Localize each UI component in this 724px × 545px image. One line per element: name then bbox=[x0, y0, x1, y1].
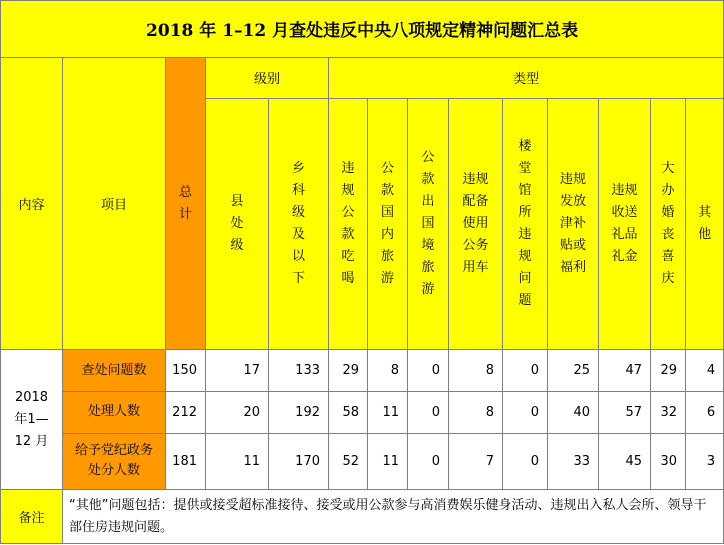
header-type-dining: 违规公款吃喝 bbox=[329, 99, 368, 350]
cell: 17 bbox=[206, 350, 269, 392]
cell: 29 bbox=[329, 350, 368, 392]
cell: 150 bbox=[166, 350, 206, 392]
cell: 11 bbox=[368, 433, 408, 490]
row-label: 给予党纪政务处分人数 bbox=[63, 433, 166, 490]
cell: 11 bbox=[368, 392, 408, 434]
cell: 57 bbox=[599, 392, 651, 434]
header-type-gifts: 违规收送礼品礼金 bbox=[599, 99, 651, 350]
note-text: “其他”问题包括：提供或接受超标准接待、接受或用公款参与高消费娱乐健身活动、违规出入私人会所、领导干部住房违规问题。 bbox=[63, 490, 724, 544]
cell: 8 bbox=[368, 350, 408, 392]
header-type-other: 其他 bbox=[686, 99, 724, 350]
header-type-weddings: 大办婚丧喜庆 bbox=[651, 99, 686, 350]
header-type-buildings: 楼堂馆所违规问题 bbox=[503, 99, 548, 350]
cell: 0 bbox=[408, 350, 449, 392]
cell: 181 bbox=[166, 433, 206, 490]
cell: 3 bbox=[686, 433, 724, 490]
header-type-overseas-travel: 公款出国境旅游 bbox=[408, 99, 449, 350]
cell: 8 bbox=[449, 350, 503, 392]
cell: 58 bbox=[329, 392, 368, 434]
header-type-vehicle: 违规配备使用公务用车 bbox=[449, 99, 503, 350]
cell: 170 bbox=[269, 433, 329, 490]
cell: 7 bbox=[449, 433, 503, 490]
cell: 8 bbox=[449, 392, 503, 434]
cell: 30 bbox=[651, 433, 686, 490]
header-total: 总计 bbox=[166, 57, 206, 350]
cell: 33 bbox=[548, 433, 599, 490]
cell: 29 bbox=[651, 350, 686, 392]
cell: 0 bbox=[503, 350, 548, 392]
header-content: 内容 bbox=[1, 57, 63, 350]
cell: 11 bbox=[206, 433, 269, 490]
header-item: 项目 bbox=[63, 57, 166, 350]
table-row bbox=[1, 433, 724, 490]
cell: 4 bbox=[686, 350, 724, 392]
header-level-county: 县处级 bbox=[206, 99, 269, 350]
cell: 212 bbox=[166, 392, 206, 434]
cell: 52 bbox=[329, 433, 368, 490]
cell: 133 bbox=[269, 350, 329, 392]
cell: 25 bbox=[548, 350, 599, 392]
cell: 0 bbox=[408, 392, 449, 434]
cell: 0 bbox=[503, 392, 548, 434]
header-type-domestic-travel: 公款国内旅游 bbox=[368, 99, 408, 350]
cell: 45 bbox=[599, 433, 651, 490]
header-type-allowance: 违规发放津补贴或福利 bbox=[548, 99, 599, 350]
row-label: 查处问题数 bbox=[63, 350, 166, 392]
cell: 0 bbox=[503, 433, 548, 490]
note-label: 备注 bbox=[1, 490, 63, 544]
period-cell: 2018 年1—12 月 bbox=[1, 350, 63, 490]
cell: 32 bbox=[651, 392, 686, 434]
cell: 20 bbox=[206, 392, 269, 434]
table-row bbox=[1, 392, 724, 434]
header-level-township: 乡科级及以下 bbox=[269, 99, 329, 350]
table-row bbox=[1, 350, 724, 392]
cell: 6 bbox=[686, 392, 724, 434]
cell: 47 bbox=[599, 350, 651, 392]
header-level-group: 级别 bbox=[206, 57, 329, 99]
cell: 192 bbox=[269, 392, 329, 434]
cell: 40 bbox=[548, 392, 599, 434]
row-label: 处理人数 bbox=[63, 392, 166, 434]
table-title: 2018 年 1–12 月查处违反中央八项规定精神问题汇总表 bbox=[1, 1, 724, 58]
cell: 0 bbox=[408, 433, 449, 490]
header-type-group: 类型 bbox=[329, 57, 724, 99]
